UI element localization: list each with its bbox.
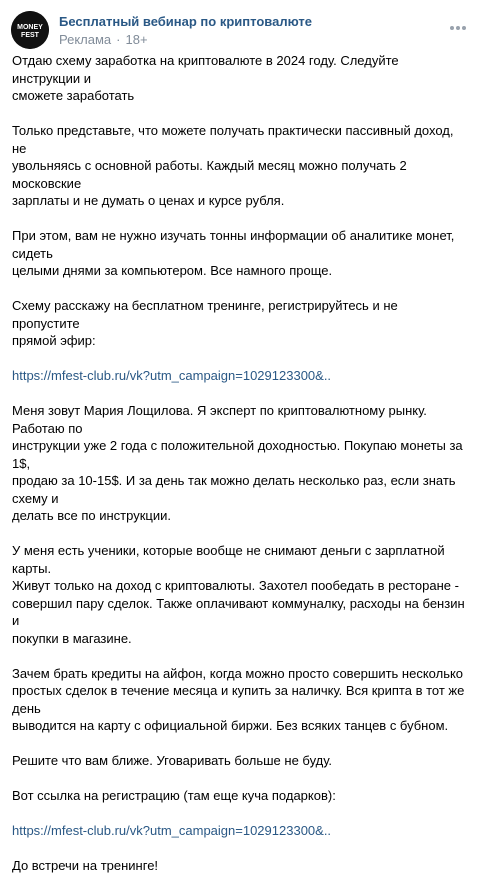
ad-label: Реклама [59,32,112,47]
more-horizontal-icon[interactable] [448,24,468,32]
post-paragraph: До встречи на тренинге! [12,858,159,873]
post-paragraph: Зачем брать кредиты на айфон, когда можно просто совершить несколько простых сделок в течение месяца и купить за наличку. Вся крипта в тот же день выводится на карту с официальной биржи. Без всяких танцев с бубном. [12,665,465,733]
community-avatar[interactable] [11,11,49,49]
money-fest-logo-icon [11,11,49,49]
community-name-link[interactable]: Бесплатный вебинар по криптовалюте [59,14,312,29]
post-paragraph: При этом, вам не нужно изучать тонны информации об аналитике монет, сидеть целыми днями за компьютером. Все намного проще. [12,228,455,278]
post-link-paragraph [12,367,468,385]
avatar-text-top: MONEY [17,24,43,31]
post-paragraph: У меня есть ученики, которые вообще не снимают деньги с зарплатной карты. Живут только на доход с криптовалюты. Захотел пообедать в ресторане - совершил пару сделок. Также оплачивают коммуналку, расходы на бензин и покупки в магазине. [12,543,465,646]
avatar-text-bottom: FEST [21,32,39,39]
post-header [0,0,477,56]
post-paragraph: Меня зовут Мария Лощилова. Я эксперт по криптовалютному рынку. Работаю по инструкции уже 2 года с положительной доходностью. Покупаю монеты за 1$, продаю за 10-15$. И за день так можно делать несколько раз, если знать схему и делать все по инструкции. [12,403,463,523]
post-paragraph: Вот ссылка на регистрацию (там еще куча подарков): [12,788,336,803]
meta-separator: · [116,32,121,47]
post-paragraph: Решите что вам ближе. Уговаривать больше не буду. [12,753,333,768]
post-paragraph: Схему расскажу на бесплатном тренинге, регистрируйтесь и не пропустите прямой эфир: [12,298,398,348]
age-rating-badge: 18+ [125,32,148,47]
post-meta [59,32,148,47]
post-body [12,52,468,875]
post-link-paragraph [12,822,468,840]
post-paragraph: Только представьте, что можете получать практически пассивный доход, не увольняясь с основной работы. Каждый месяц можно получать 2 московские зарплаты и не думать о ценах и курсе рубля. [12,123,454,208]
registration-link[interactable]: https://mfest-club.ru/vk?utm_campaign=1029123300&.. [12,368,332,383]
post-paragraph: Отдаю схему заработка на криптовалюте в 2024 году. Следуйте инструкции и сможете заработать [12,53,399,103]
registration-link[interactable]: https://mfest-club.ru/vk?utm_campaign=1029123300&.. [12,823,332,838]
